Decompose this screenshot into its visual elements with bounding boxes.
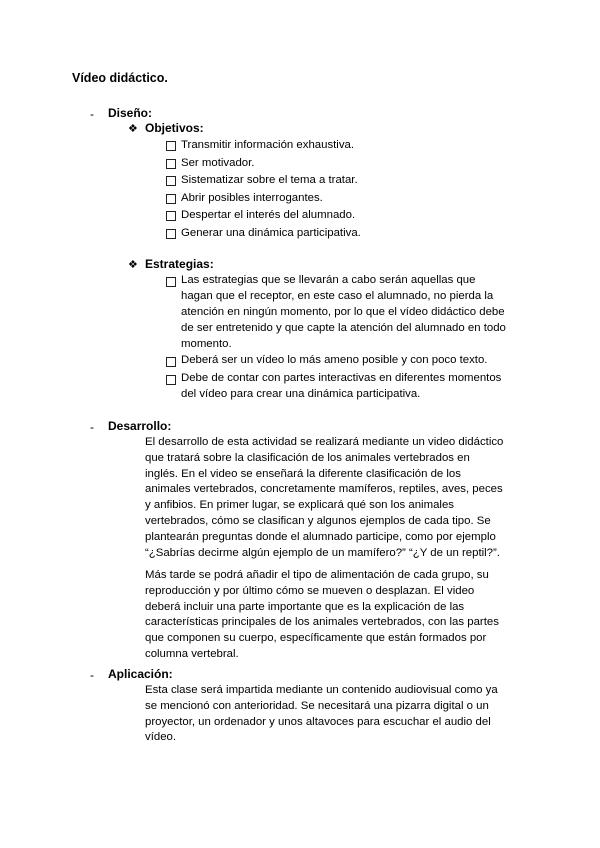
text-line: del vídeo para crear una dinámica participativa. <box>181 387 421 400</box>
checkbox-square-icon <box>166 211 176 221</box>
text-line: inglés. En el video se enseñará la diferente clasificación de los <box>145 467 461 480</box>
section-heading-diseno: Diseño: <box>108 106 153 120</box>
estrategia-item-2: Deberá ser un vídeo lo más ameno posible y con poco texto. <box>181 354 488 366</box>
checkbox-square-icon <box>166 357 176 367</box>
text-line: El desarrollo de esta actividad se realizará mediante un video didáctico <box>145 436 504 448</box>
text-line: características principales de los animales vertebrados, con las partes <box>145 616 499 629</box>
section-dash-desarrollo: - <box>90 420 94 434</box>
objetivo-item: Despertar el interés del alumnado. <box>181 209 356 222</box>
text-line: Debe de contar con partes interactivas en diferentes momentos <box>181 372 502 384</box>
text-line: vertebrados, cómo se clasifican y algunos ejemplos de cada tipo. Se <box>145 514 491 527</box>
text-line: y anfibios. En primer lugar, se explicará qué son los animales <box>145 499 454 512</box>
text-line: que tratará sobre la clasificación de los animales vertebrados en <box>145 451 470 464</box>
objetivo-item: Transmitir información exhaustiva. <box>181 139 355 151</box>
text-line: Las estrategias que se llevarán a cabo serán aquellas que <box>181 274 476 286</box>
checkbox-square-icon <box>166 141 176 151</box>
text-line: animales vertebrados, concretamente mamíferos, reptiles, aves, peces <box>145 483 503 496</box>
estrategia-item-1 <box>181 273 506 353</box>
text-line: Esta clase será impartida mediante un contenido audiovisual como ya <box>145 684 498 696</box>
desarrollo-paragraph-1 <box>145 435 503 561</box>
text-line: de ser entretenido y que capte la atención del alumnado en todo <box>181 321 506 334</box>
checkbox-square-icon <box>166 159 176 169</box>
section-heading-desarrollo: Desarrollo: <box>108 419 172 433</box>
checkbox-square-icon <box>166 277 176 287</box>
section-heading-aplicacion: Aplicación: <box>108 667 173 681</box>
section-dash-diseno: - <box>90 107 94 121</box>
estrategia-item-3 <box>181 371 501 403</box>
objetivo-item: Sistematizar sobre el tema a tratar. <box>181 174 358 187</box>
objetivo-item: Generar una dinámica participativa. <box>181 227 361 239</box>
text-line: se mencionó con anterioridad. Se necesitará una pizarra digital o un <box>145 699 489 712</box>
text-line: proyector, un ordenador y unos altavoces para escuchar el audio del <box>145 715 491 728</box>
checkbox-square-icon <box>166 229 176 239</box>
text-line: que componen su cuerpo, específicamente que están formados por <box>145 632 487 645</box>
text-line: vídeo. <box>145 731 177 744</box>
aplicacion-paragraph <box>145 683 498 746</box>
objetivo-item: Ser motivador. <box>181 156 255 169</box>
text-line: Más tarde se podrá añadir el tipo de alimentación de cada grupo, su <box>145 569 489 581</box>
diamond-bullet-icon: ❖ <box>128 259 138 271</box>
objetivo-item: Abrir posibles interrogantes. <box>181 191 323 204</box>
text-line: reproducción y por último cómo se mueven o desplazan. El video <box>145 584 475 597</box>
text-line: deberá incluir una parte importante que es la explicación de las <box>145 600 465 613</box>
text-line: “¿Sabrías decirme algún ejemplo de un mamífero?” “¿Y de un reptil?”. <box>145 546 500 559</box>
text-line: columna vertebral. <box>145 647 239 660</box>
checkbox-square-icon <box>166 375 176 385</box>
diamond-bullet-icon: ❖ <box>128 123 138 135</box>
section-dash-aplicacion: - <box>90 668 94 682</box>
text-line: plantearán preguntas donde el alumnado participe, como por ejemplo <box>145 530 496 543</box>
text-line: momento. <box>181 337 232 350</box>
subheading-estrategias: Estrategias: <box>145 257 214 271</box>
subheading-objetivos: Objetivos: <box>145 121 204 135</box>
document-title: Vídeo didáctico. <box>72 71 168 85</box>
text-line: hagan que el receptor, en este caso el alumnado, no pierda la <box>181 289 494 302</box>
text-line: atención en ningún momento, por lo que el vídeo didáctico debe <box>181 305 505 318</box>
checkbox-square-icon <box>166 176 176 186</box>
desarrollo-paragraph-2 <box>145 568 499 663</box>
checkbox-square-icon <box>166 194 176 204</box>
